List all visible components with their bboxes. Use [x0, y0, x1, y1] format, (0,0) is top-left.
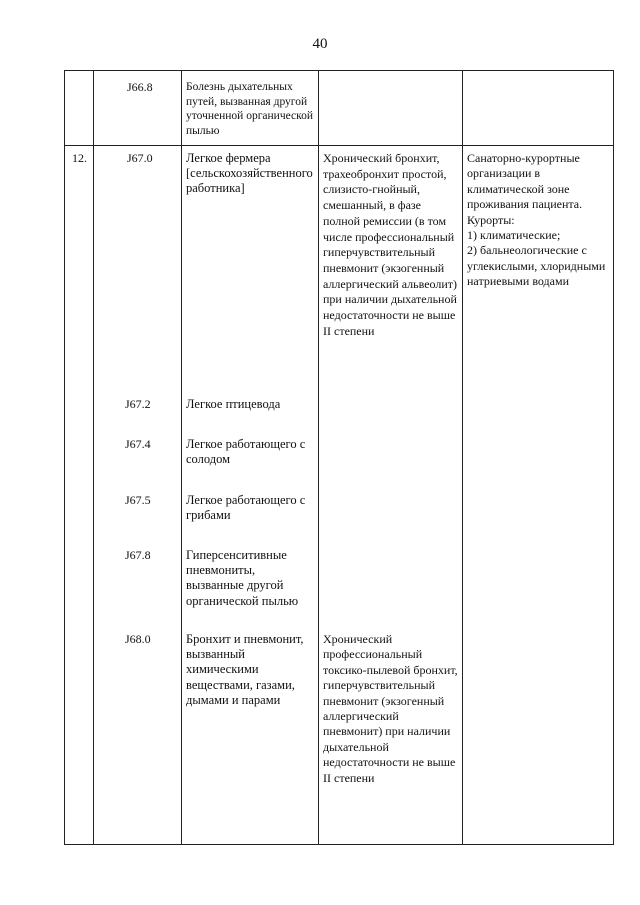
disease-code: J67.4 [125, 437, 151, 451]
disease-form: Хронический профессиональный токсико-пылевой бронхит, гиперчувствительный пневмонит (экзогенный аллергический пневмонит) при наличии дыхательной недостаточности не выше II степени [323, 632, 458, 785]
disease-code: J67.8 [125, 548, 151, 562]
row-number: 12. [72, 151, 87, 165]
resort-recommendation: Санаторно-курортные организации в климатической зоне проживания пациента. Курорты: 1) климатические; 2) бальнеологические с углекислыми, хлоридными натриевыми водами [467, 151, 606, 289]
disease-name: Гиперсенситивные пневмониты, вызванные другой органической пылью [186, 548, 299, 608]
disease-name: Легкое работающего с солодом [186, 437, 306, 467]
disease-name: Бронхит и пневмонит, вызванный химическими веществами, газами, дымами и парами [186, 632, 304, 707]
column-divider [462, 70, 463, 845]
column-divider [93, 70, 94, 845]
column-divider [318, 70, 319, 845]
disease-code: J67.0 [127, 151, 153, 165]
disease-name: Легкое работающего с грибами [186, 493, 306, 523]
row-divider [64, 145, 614, 146]
disease-form: Хронический бронхит, трахеобронхит простой, слизисто-гнойный, смешанный, в фазе полной ремиссии (в том числе профессиональный гиперчувствительный пневмонит (экзогенный аллергический альвеолит) при наличии дыхательной недостаточности не выше II степени [323, 151, 458, 338]
page-number: 40 [312, 36, 328, 52]
disease-name: Легкое фермера [сельскохозяйственного работника] [186, 151, 313, 196]
column-divider [181, 70, 182, 845]
disease-code: J68.0 [125, 632, 151, 646]
disease-name: Легкое птицевода [186, 397, 281, 411]
disease-code: J67.5 [125, 493, 151, 507]
disease-name: Болезнь дыхательных путей, вызванная другой уточненной органической пылью [186, 81, 314, 137]
disease-code: J67.2 [125, 397, 151, 411]
disease-code: J66.8 [127, 80, 153, 94]
